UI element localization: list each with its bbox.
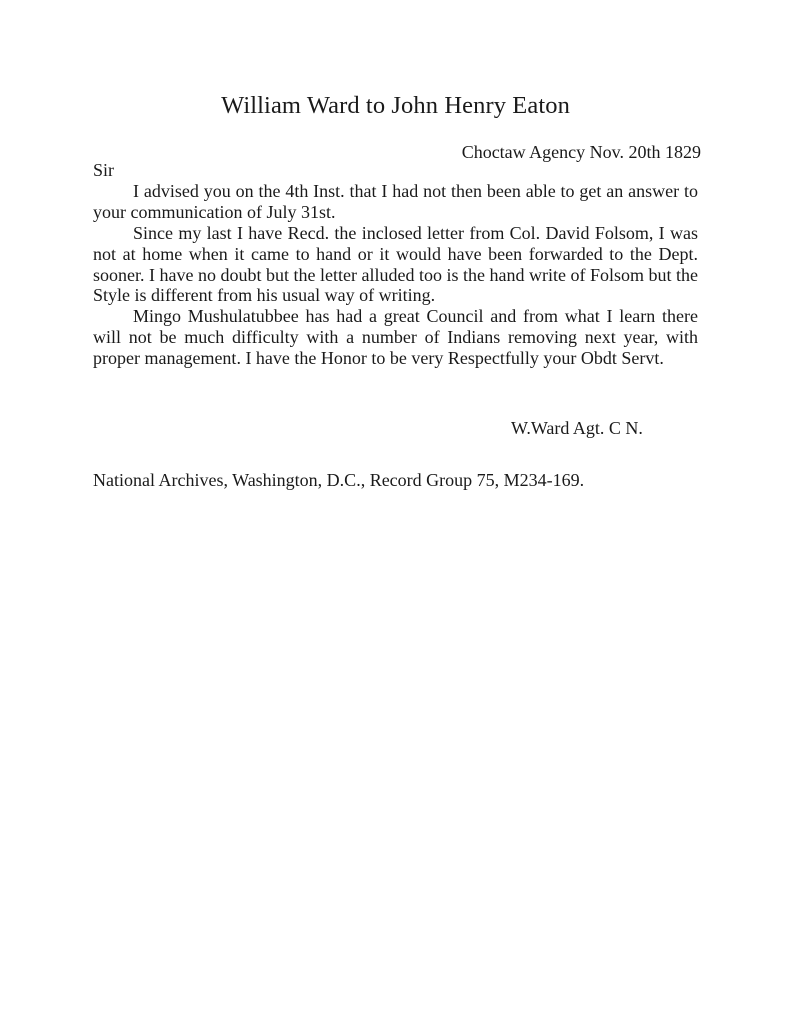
dateline: Choctaw Agency Nov. 20th 1829 — [461, 142, 701, 162]
paragraph-2: Since my last I have Recd. the inclosed letter from Col. David Folsom, I was not at home when it came to hand or it would have been forwarded to the Dept. sooner. I have no doubt but the letter alluded too is the hand write of Folsom but the Style is different from his usual way of writing. — [93, 222, 698, 306]
signature: W.Ward Agt. C N. — [511, 418, 643, 438]
letter-body — [93, 160, 698, 369]
source-citation: National Archives, Washington, D.C., Record Group 75, M234-169. — [93, 470, 585, 490]
paragraph-3: Mingo Mushulatubbee has had a great Council and from what I learn there will not be much difficulty with a number of Indians removing next year, with proper management. I have the Honor to be very Respectfully your Obdt Servt. — [93, 306, 698, 369]
document-title: William Ward to John Henry Eaton — [221, 92, 570, 119]
paragraph-1: I advised you on the 4th Inst. that I had not then been able to get an answer to your communication of July 31st. — [93, 180, 698, 222]
salutation: Sir — [93, 160, 115, 180]
